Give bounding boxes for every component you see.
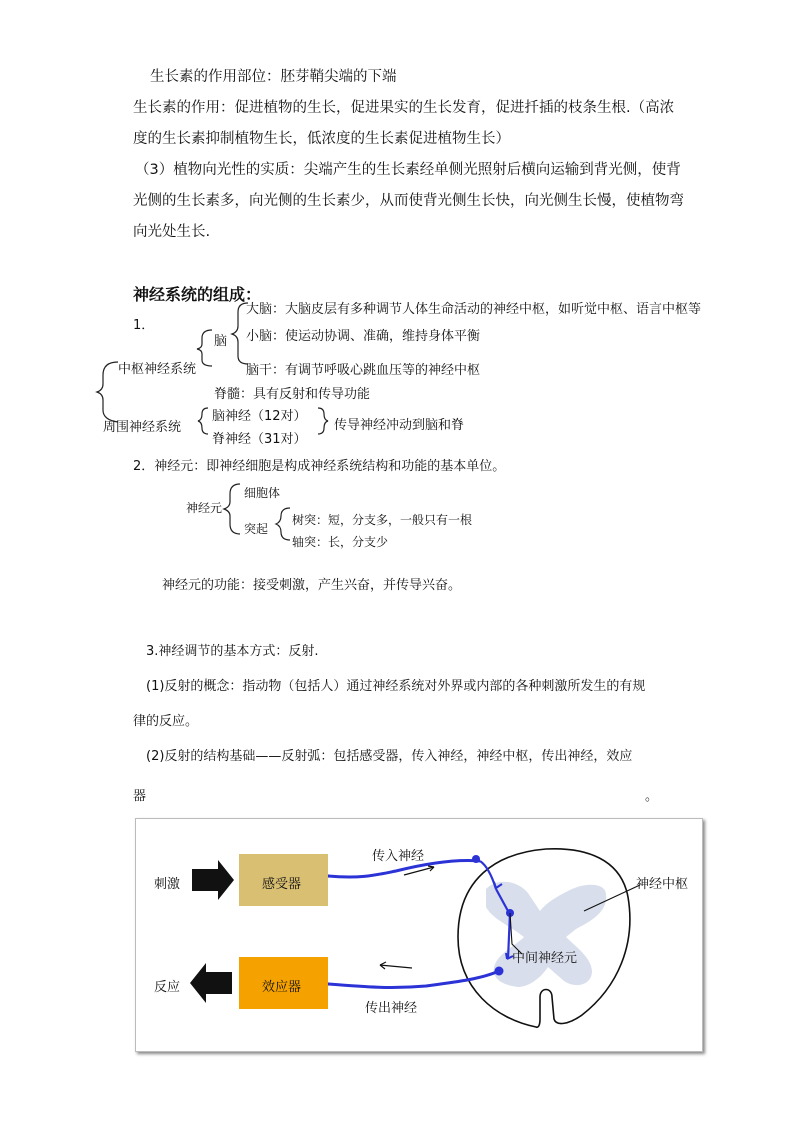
stimulus-arrow bbox=[192, 860, 234, 900]
reflex-concept: (1)反射的概念：指动物（包括人）通过神经系统对外界或内部的各种刺激所发生的有规 bbox=[146, 679, 646, 694]
reflex-arc-cont: 器 bbox=[133, 789, 147, 804]
label-interneuron: 中间神经元 bbox=[512, 951, 578, 966]
tree-pns: 周围神经系统 bbox=[103, 420, 182, 435]
paragraph-auxin-effect: 生长素的作用：促进植物的生长，促进果实的生长发育，促进扦插的枝条生根.（高浓 bbox=[133, 100, 675, 116]
label-effector: 效应器 bbox=[262, 980, 302, 995]
reflex-arc-figure bbox=[135, 818, 703, 1052]
tree-dendrite: 树突：短，分支多，一般只有一根 bbox=[292, 513, 473, 527]
label-afferent: 传入神经 bbox=[372, 849, 425, 864]
label-response: 反应 bbox=[154, 980, 181, 995]
reflex-arc-end: 。 bbox=[645, 789, 659, 804]
label-center: 神经中枢 bbox=[636, 877, 689, 892]
tree-cerebrum: 大脑：大脑皮层有多种调节人体生命活动的神经中枢，如听觉中枢、语言中枢等 bbox=[246, 302, 702, 317]
tree-neuron: 神经元 bbox=[186, 501, 223, 515]
tree-cerebellum: 小脑：使运动协调、准确，维持身体平衡 bbox=[246, 329, 481, 344]
tree-cranial-nerves: 脑神经（12对） bbox=[212, 409, 307, 424]
label-stimulus: 刺激 bbox=[154, 877, 181, 892]
section-title: 神经系统的组成： bbox=[133, 285, 262, 304]
neuron-function: 神经元的功能：接受刺激，产生兴奋，并传导兴奋。 bbox=[162, 578, 462, 593]
paragraph-phototropism-cont: 光侧的生长素多，向光侧的生长素少，从而使背光侧生长快，向光侧生长慢，使植物弯 bbox=[133, 193, 684, 209]
label-receptor: 感受器 bbox=[262, 877, 302, 892]
item-3-reflex: 3.神经调节的基本方式：反射. bbox=[146, 644, 319, 659]
afferent-cell-body bbox=[472, 855, 480, 863]
paragraph-auxin-effect-cont: 度的生长素抑制植物生长，低浓度的生长素促进植物生长） bbox=[133, 131, 510, 147]
response-arrow bbox=[190, 963, 232, 1003]
tree-nerve-function: 传导神经冲动到脑和脊 bbox=[334, 418, 465, 433]
paragraph-auxin-site: 生长素的作用部位：胚芽鞘尖端的下端 bbox=[150, 69, 397, 85]
reflex-concept-cont: 律的反应。 bbox=[133, 714, 199, 729]
item-2-neuron: 2．神经元：即神经细胞是构成神经系统结构和功能的基本单位。 bbox=[133, 459, 506, 474]
tree-process: 突起 bbox=[244, 522, 269, 536]
label-efferent: 传出神经 bbox=[365, 1001, 418, 1016]
reflex-arc: (2)反射的结构基础——反射弧：包括感受器，传入神经，神经中枢，传出神经，效应 bbox=[146, 749, 633, 764]
tree-cell-body: 细胞体 bbox=[244, 486, 281, 500]
paragraph-phototropism-end: 向光处生长. bbox=[133, 224, 211, 240]
tree-cns: 中枢神经系统 bbox=[118, 362, 197, 377]
tree-axon: 轴突：长，分支少 bbox=[292, 535, 389, 549]
efferent-direction-arrow bbox=[380, 965, 412, 968]
tree-spinal-nerves: 脊神经（31对） bbox=[212, 432, 307, 447]
tree-brainstem: 脑干：有调节呼吸心跳血压等的神经中枢 bbox=[246, 363, 481, 378]
item-1-number: 1． bbox=[133, 318, 155, 333]
tree-brain: 脑 bbox=[214, 334, 228, 349]
paragraph-phototropism: （3）植物向光性的实质：尖端产生的生长素经单侧光照射后横向运输到背光侧，使背 bbox=[135, 162, 681, 178]
tree-spinal-cord: 脊髓：具有反射和传导功能 bbox=[214, 387, 371, 402]
